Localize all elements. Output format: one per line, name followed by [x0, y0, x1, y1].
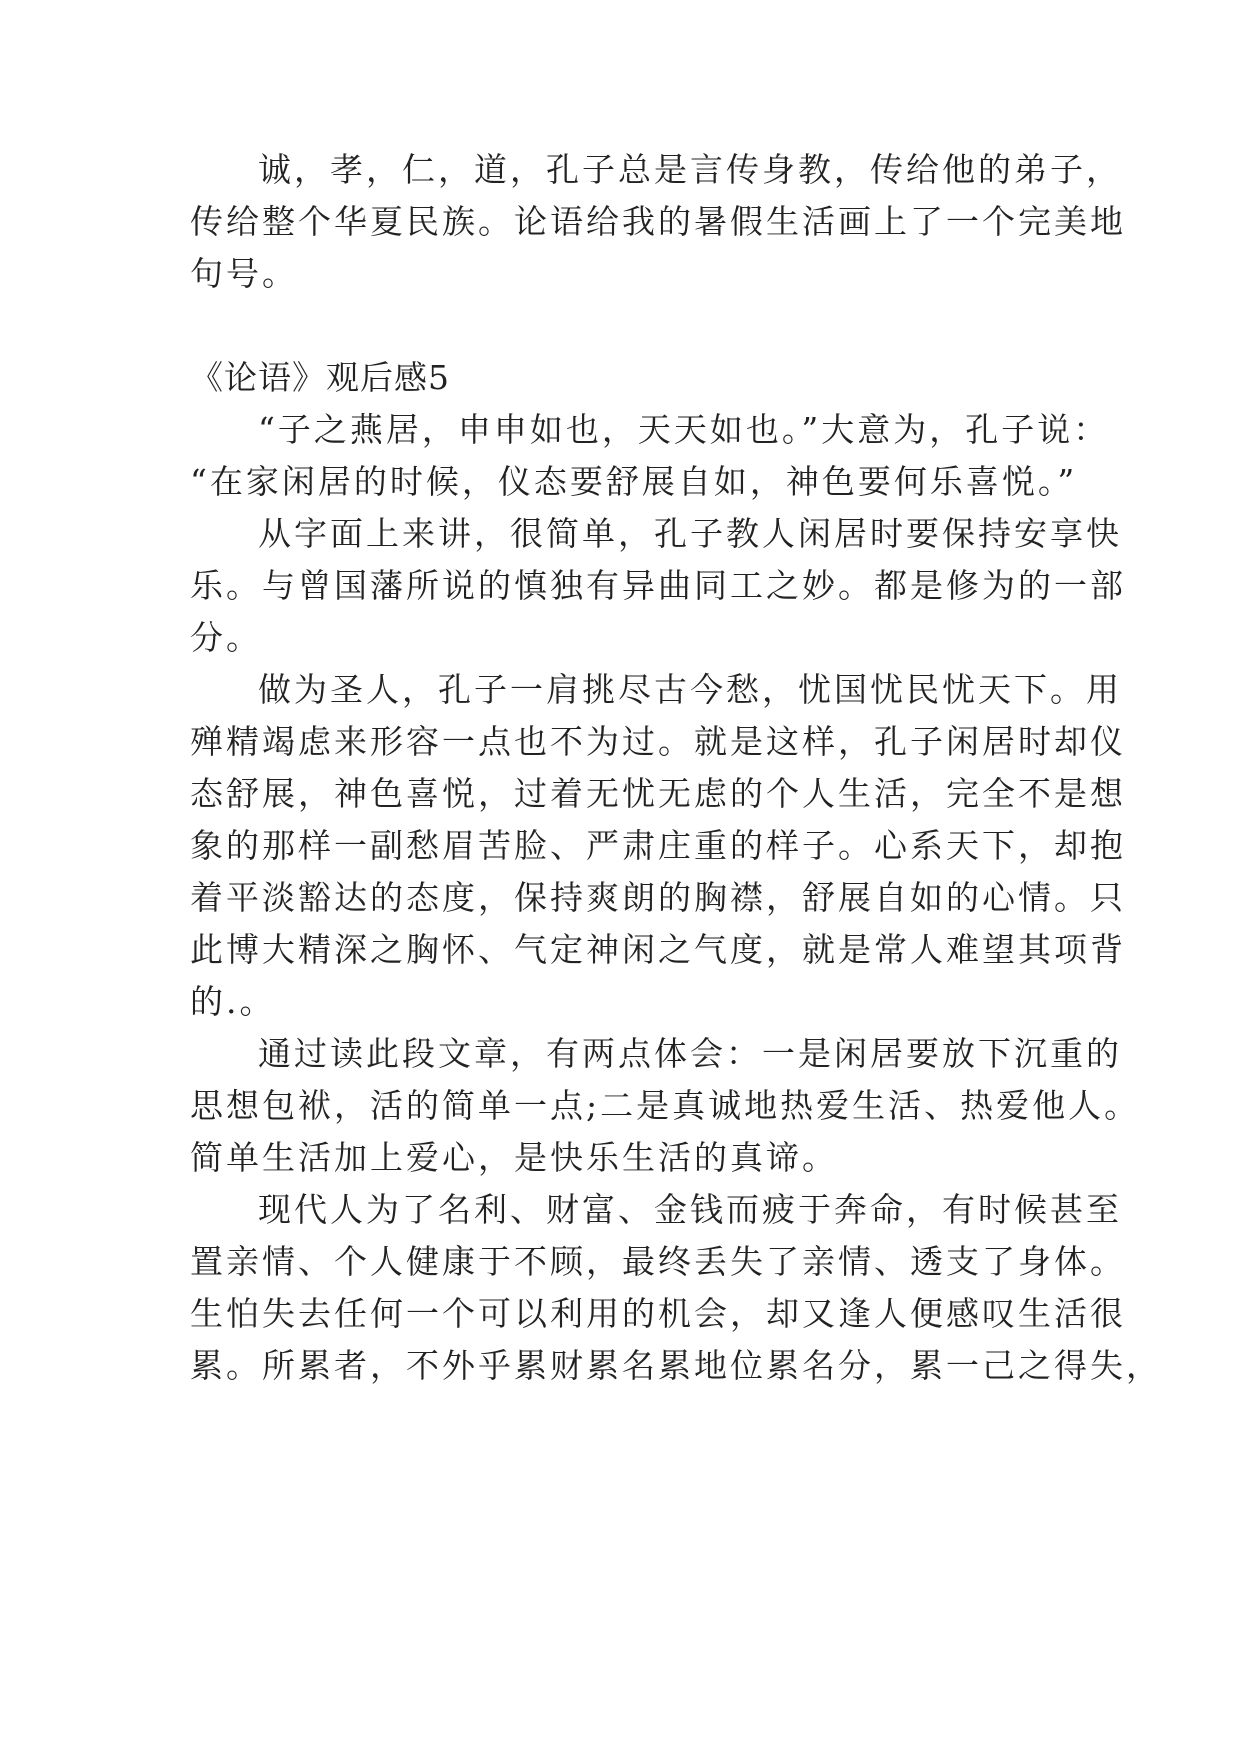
paragraph-line: 诚，孝，仁，道，孔子总是言传身教，传给他的弟子，	[258, 150, 1122, 189]
paragraph-line: 态舒展，神色喜悦，过着无忧无虑的个人生活，完全不是想	[190, 774, 1126, 813]
paragraph-line: 象的那样一副愁眉苦脸、严肃庄重的样子。心系天下，却抱	[190, 826, 1126, 865]
paragraph-line: 着平淡豁达的态度，保持爽朗的胸襟，舒展自如的心情。只	[190, 878, 1126, 917]
paragraph-line: 从字面上来讲，很简单，孔子教人闲居时要保持安享快	[258, 514, 1122, 553]
paragraph-line: 的.。	[190, 982, 276, 1021]
paragraph-line: 现代人为了名利、财富、金钱而疲于奔命，有时候甚至	[258, 1190, 1122, 1229]
paragraph-line: 置亲情、个人健康于不顾，最终丢失了亲情、透支了身体。	[190, 1242, 1126, 1281]
paragraph-line: 分。	[190, 618, 262, 657]
paragraph-line: 乐。与曾国藩所说的慎独有异曲同工之妙。都是修为的一部	[190, 566, 1126, 605]
paragraph-line: 句号。	[190, 254, 298, 293]
section-heading: 《论语》观后感5	[190, 358, 450, 397]
paragraph-line: 累。所累者，不外乎累财累名累地位累名分，累一己之得失，	[190, 1346, 1162, 1385]
paragraph-line: 思想包袱，活的简单一点;二是真诚地热爱生活、热爱他人。	[190, 1086, 1141, 1125]
paragraph-line: “子之燕居，申申如也，天天如也。”大意为，孔子说：	[258, 410, 1110, 449]
paragraph-line: 传给整个华夏民族。论语给我的暑假生活画上了一个完美地	[190, 202, 1126, 241]
paragraph-line: 做为圣人，孔子一肩挑尽古今愁，忧国忧民忧天下。用	[258, 670, 1122, 709]
paragraph-line: 此博大精深之胸怀、气定神闲之气度，就是常人难望其项背	[190, 930, 1126, 969]
paragraph-line: 生怕失去任何一个可以利用的机会，却又逢人便感叹生活很	[190, 1294, 1126, 1333]
paragraph-line: 通过读此段文章，有两点体会：一是闲居要放下沉重的	[258, 1034, 1122, 1073]
paragraph-line: 殚精竭虑来形容一点也不为过。就是这样，孔子闲居时却仪	[190, 722, 1126, 761]
paragraph-line: 简单生活加上爱心，是快乐生活的真谛。	[190, 1138, 838, 1177]
paragraph-line: “在家闲居的时候，仪态要舒展自如，神色要何乐喜悦。”	[190, 462, 1078, 501]
